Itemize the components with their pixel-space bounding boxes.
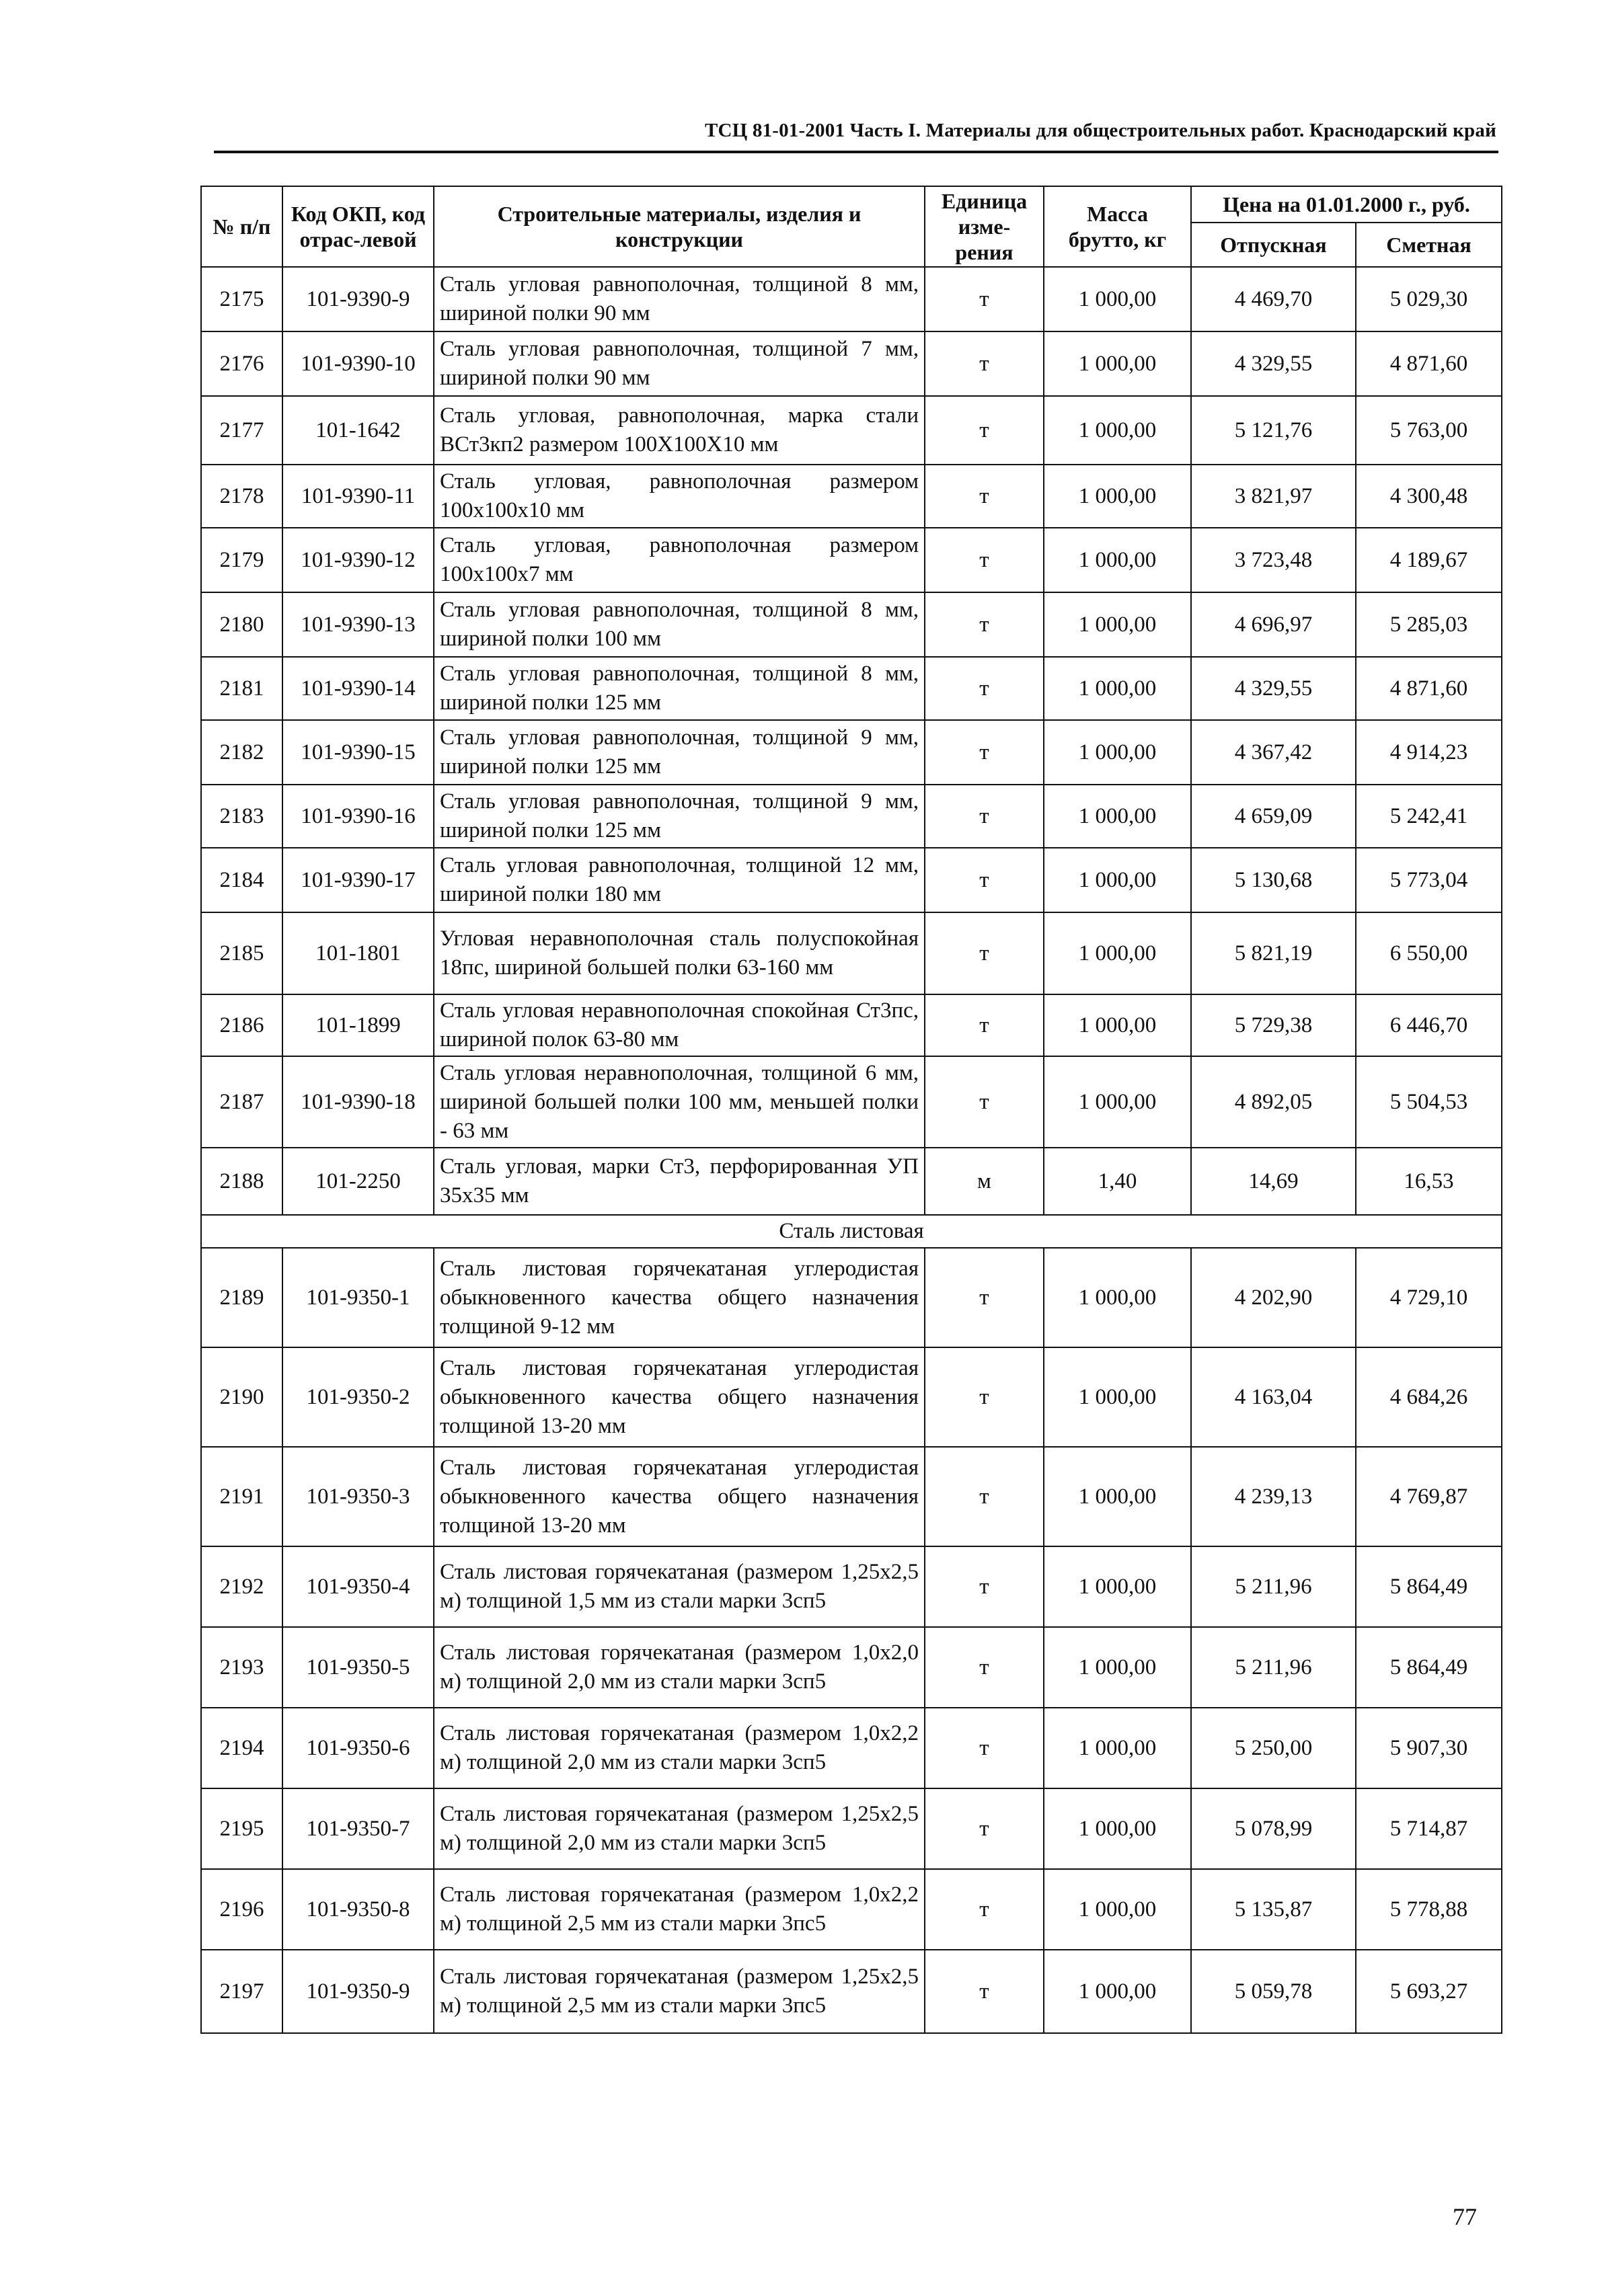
cell-estimate-price: 6 550,00: [1356, 912, 1502, 994]
cell-mass: 1 000,00: [1044, 528, 1191, 592]
cell-num: 2183: [201, 785, 282, 848]
cell-release-price: 5 729,38: [1191, 994, 1356, 1056]
cell-mass: 1 000,00: [1044, 592, 1191, 657]
cell-num: 2191: [201, 1447, 282, 1546]
cell-release-price: 5 211,96: [1191, 1546, 1356, 1627]
table-row: [201, 528, 1502, 592]
cell-num: 2193: [201, 1627, 282, 1708]
cell-desc: Сталь листовая горячекатаная углеродистая обыкновенного качества общего назначения толщиной 9-12 мм: [434, 1248, 925, 1347]
cell-unit: т: [925, 331, 1044, 396]
table-row: [201, 331, 1502, 396]
cell-code: 101-9390-14: [282, 657, 434, 720]
cell-estimate-price: 5 285,03: [1356, 592, 1502, 657]
cell-unit: т: [925, 267, 1044, 331]
cell-estimate-price: 5 693,27: [1356, 1950, 1502, 2033]
col-header-code: Код ОКП, код отрас-левой: [282, 186, 434, 267]
cell-code: 101-9350-2: [282, 1347, 434, 1447]
cell-num: 2188: [201, 1148, 282, 1215]
cell-unit: т: [925, 528, 1044, 592]
cell-unit: т: [925, 1546, 1044, 1627]
cell-code: 101-1899: [282, 994, 434, 1056]
cell-release-price: 4 469,70: [1191, 267, 1356, 331]
cell-code: 101-9350-8: [282, 1869, 434, 1950]
cell-estimate-price: 5 504,53: [1356, 1056, 1502, 1148]
col-header-desc: Строительные материалы, изделия и конструкции: [434, 186, 925, 267]
cell-desc: Сталь угловая равнополочная, толщиной 8 мм, шириной полки 125 мм: [434, 657, 925, 720]
col-header-unit: Единица изме-рения: [925, 186, 1044, 267]
table-row: [201, 592, 1502, 657]
section-title: Сталь листовая: [201, 1215, 1502, 1248]
cell-estimate-price: 5 864,49: [1356, 1627, 1502, 1708]
table-row: [201, 994, 1502, 1056]
cell-code: 101-1801: [282, 912, 434, 994]
running-header: ТСЦ 81-01-2001 Часть I. Материалы для общестроительных работ. Краснодарский край: [704, 120, 1496, 141]
cell-mass: 1 000,00: [1044, 912, 1191, 994]
cell-unit: т: [925, 592, 1044, 657]
cell-mass: 1 000,00: [1044, 720, 1191, 785]
cell-release-price: 4 367,42: [1191, 720, 1356, 785]
table-row: [201, 1248, 1502, 1347]
cell-code: 101-9350-5: [282, 1627, 434, 1708]
cell-mass: 1 000,00: [1044, 1447, 1191, 1546]
cell-num: 2175: [201, 267, 282, 331]
cell-release-price: 5 121,76: [1191, 396, 1356, 465]
cell-estimate-price: 5 907,30: [1356, 1708, 1502, 1788]
cell-unit: т: [925, 1627, 1044, 1708]
cell-release-price: 5 078,99: [1191, 1788, 1356, 1869]
cell-release-price: 4 239,13: [1191, 1447, 1356, 1546]
cell-desc: Сталь листовая горячекатаная (размером 1,25х2,5 м) толщиной 2,0 мм из стали марки 3сп5: [434, 1788, 925, 1869]
table-section-sheet-steel: [201, 1215, 1502, 1248]
cell-unit: т: [925, 657, 1044, 720]
cell-num: 2195: [201, 1788, 282, 1869]
table-row: [201, 1788, 1502, 1869]
cell-code: 101-9390-15: [282, 720, 434, 785]
col-header-estimate: Сметная: [1356, 223, 1502, 267]
cell-release-price: 4 892,05: [1191, 1056, 1356, 1148]
cell-num: 2181: [201, 657, 282, 720]
col-header-num: № п/п: [201, 186, 282, 267]
cell-unit: т: [925, 785, 1044, 848]
cell-release-price: 4 696,97: [1191, 592, 1356, 657]
cell-unit: т: [925, 994, 1044, 1056]
cell-desc: Сталь угловая равнополочная, толщиной 9 мм, шириной полки 125 мм: [434, 785, 925, 848]
cell-estimate-price: 4 769,87: [1356, 1447, 1502, 1546]
cell-estimate-price: 4 300,48: [1356, 465, 1502, 528]
cell-mass: 1 000,00: [1044, 1708, 1191, 1788]
cell-mass: 1 000,00: [1044, 1347, 1191, 1447]
cell-code: 101-9350-7: [282, 1788, 434, 1869]
cell-unit: т: [925, 1347, 1044, 1447]
cell-estimate-price: 4 189,67: [1356, 528, 1502, 592]
cell-mass: 1 000,00: [1044, 1869, 1191, 1950]
cell-code: 101-9350-6: [282, 1708, 434, 1788]
cell-mass: 1 000,00: [1044, 1950, 1191, 2033]
table-row: [201, 1347, 1502, 1447]
cell-estimate-price: 5 242,41: [1356, 785, 1502, 848]
cell-release-price: 5 130,68: [1191, 848, 1356, 912]
materials-price-table: [200, 186, 1502, 2034]
cell-mass: 1 000,00: [1044, 267, 1191, 331]
cell-unit: м: [925, 1148, 1044, 1215]
cell-desc: Сталь угловая, равнополочная размером 100х100х7 мм: [434, 528, 925, 592]
cell-release-price: 5 211,96: [1191, 1627, 1356, 1708]
cell-num: 2177: [201, 396, 282, 465]
cell-release-price: 4 163,04: [1191, 1347, 1356, 1447]
cell-num: 2185: [201, 912, 282, 994]
table-row: [201, 1869, 1502, 1950]
cell-unit: т: [925, 912, 1044, 994]
cell-desc: Сталь угловая, марки Ст3, перфорированная УП 35х35 мм: [434, 1148, 925, 1215]
cell-num: 2189: [201, 1248, 282, 1347]
cell-mass: 1 000,00: [1044, 785, 1191, 848]
cell-mass: 1,40: [1044, 1148, 1191, 1215]
cell-code: 101-9350-9: [282, 1950, 434, 2033]
cell-unit: т: [925, 396, 1044, 465]
cell-code: 101-9390-17: [282, 848, 434, 912]
cell-estimate-price: 4 914,23: [1356, 720, 1502, 785]
cell-unit: т: [925, 1869, 1044, 1950]
cell-code: 101-9390-12: [282, 528, 434, 592]
cell-desc: Сталь угловая, равнополочная, марка стали ВСт3кп2 размером 100Х100Х10 мм: [434, 396, 925, 465]
cell-num: 2184: [201, 848, 282, 912]
cell-desc: Сталь угловая равнополочная, толщиной 8 мм, шириной полки 90 мм: [434, 267, 925, 331]
cell-desc: Сталь угловая равнополочная, толщиной 7 мм, шириной полки 90 мм: [434, 331, 925, 396]
cell-mass: 1 000,00: [1044, 396, 1191, 465]
cell-num: 2180: [201, 592, 282, 657]
cell-code: 101-9390-13: [282, 592, 434, 657]
cell-estimate-price: 5 763,00: [1356, 396, 1502, 465]
cell-desc: Сталь листовая горячекатаная (размером 1,25х2,5 м) толщиной 2,5 мм из стали марки 3пс5: [434, 1950, 925, 2033]
cell-num: 2190: [201, 1347, 282, 1447]
cell-mass: 1 000,00: [1044, 1546, 1191, 1627]
cell-mass: 1 000,00: [1044, 994, 1191, 1056]
cell-unit: т: [925, 1950, 1044, 2033]
cell-code: 101-9350-3: [282, 1447, 434, 1546]
cell-num: 2182: [201, 720, 282, 785]
table-row: [201, 1627, 1502, 1708]
cell-release-price: 14,69: [1191, 1148, 1356, 1215]
cell-desc: Сталь угловая равнополочная, толщиной 9 мм, шириной полки 125 мм: [434, 720, 925, 785]
table-row: [201, 848, 1502, 912]
col-header-release: Отпускная: [1191, 223, 1356, 267]
cell-num: 2186: [201, 994, 282, 1056]
table-row: [201, 1056, 1502, 1148]
cell-mass: 1 000,00: [1044, 1788, 1191, 1869]
cell-code: 101-2250: [282, 1148, 434, 1215]
cell-estimate-price: 5 778,88: [1356, 1869, 1502, 1950]
cell-desc: Сталь угловая, равнополочная размером 100х100х10 мм: [434, 465, 925, 528]
cell-desc: Сталь листовая горячекатаная (размером 1,0х2,0 м) толщиной 2,0 мм из стали марки 3сп5: [434, 1627, 925, 1708]
cell-release-price: 5 821,19: [1191, 912, 1356, 994]
col-header-mass: Масса брутто, кг: [1044, 186, 1191, 267]
table-row: [201, 912, 1502, 994]
cell-num: 2176: [201, 331, 282, 396]
cell-release-price: 4 202,90: [1191, 1248, 1356, 1347]
cell-desc: Сталь угловая неравнополочная, толщиной 6 мм, шириной большей полки 100 мм, меньшей полки - 63 мм: [434, 1056, 925, 1148]
cell-mass: 1 000,00: [1044, 848, 1191, 912]
cell-desc: Сталь листовая горячекатаная (размером 1,25х2,5 м) толщиной 1,5 мм из стали марки 3сп5: [434, 1546, 925, 1627]
table-row: [201, 267, 1502, 331]
cell-release-price: 3 821,97: [1191, 465, 1356, 528]
cell-mass: 1 000,00: [1044, 1056, 1191, 1148]
cell-estimate-price: 4 871,60: [1356, 657, 1502, 720]
cell-desc: Сталь листовая горячекатаная (размером 1,0х2,2 м) толщиной 2,5 мм из стали марки 3пс5: [434, 1869, 925, 1950]
col-header-price-group: Цена на 01.01.2000 г., руб.: [1191, 186, 1502, 223]
cell-estimate-price: 4 684,26: [1356, 1347, 1502, 1447]
cell-desc: Сталь листовая горячекатаная углеродистая обыкновенного качества общего назначения толщиной 13-20 мм: [434, 1447, 925, 1546]
cell-unit: т: [925, 1788, 1044, 1869]
cell-unit: т: [925, 1056, 1044, 1148]
cell-unit: т: [925, 848, 1044, 912]
cell-unit: т: [925, 720, 1044, 785]
page-number: 77: [1453, 2203, 1477, 2230]
cell-release-price: 4 329,55: [1191, 657, 1356, 720]
cell-estimate-price: 4 729,10: [1356, 1248, 1502, 1347]
table-body-angle-steel: [201, 267, 1502, 1215]
cell-desc: Сталь угловая равнополочная, толщиной 12 мм, шириной полки 180 мм: [434, 848, 925, 912]
cell-code: 101-1642: [282, 396, 434, 465]
cell-mass: 1 000,00: [1044, 465, 1191, 528]
cell-desc: Сталь листовая горячекатаная углеродистая обыкновенного качества общего назначения толщиной 13-20 мм: [434, 1347, 925, 1447]
cell-num: 2197: [201, 1950, 282, 2033]
cell-num: 2178: [201, 465, 282, 528]
table-row: [201, 1546, 1502, 1627]
cell-mass: 1 000,00: [1044, 1627, 1191, 1708]
cell-num: 2196: [201, 1869, 282, 1950]
cell-unit: т: [925, 1248, 1044, 1347]
table-row: [201, 1148, 1502, 1215]
cell-desc: Сталь угловая равнополочная, толщиной 8 мм, шириной полки 100 мм: [434, 592, 925, 657]
table-row: [201, 1708, 1502, 1788]
table-row: [201, 657, 1502, 720]
cell-release-price: 5 135,87: [1191, 1869, 1356, 1950]
cell-estimate-price: 4 871,60: [1356, 331, 1502, 396]
cell-num: 2194: [201, 1708, 282, 1788]
cell-desc: Угловая неравнополочная сталь полуспокойная 18пс, шириной большей полки 63-160 мм: [434, 912, 925, 994]
cell-desc: Сталь листовая горячекатаная (размером 1,0х2,2 м) толщиной 2,0 мм из стали марки 3сп5: [434, 1708, 925, 1788]
cell-code: 101-9350-4: [282, 1546, 434, 1627]
cell-release-price: 4 329,55: [1191, 331, 1356, 396]
table-body-sheet-steel: [201, 1248, 1502, 2033]
cell-code: 101-9350-1: [282, 1248, 434, 1347]
table-row: [201, 396, 1502, 465]
cell-unit: т: [925, 465, 1044, 528]
cell-code: 101-9390-9: [282, 267, 434, 331]
header-rule: [214, 151, 1498, 153]
cell-estimate-price: 5 714,87: [1356, 1788, 1502, 1869]
table-row: [201, 1447, 1502, 1546]
cell-desc: Сталь угловая неравнополочная спокойная Ст3пс, шириной полок 63-80 мм: [434, 994, 925, 1056]
cell-release-price: 5 250,00: [1191, 1708, 1356, 1788]
cell-unit: т: [925, 1708, 1044, 1788]
cell-mass: 1 000,00: [1044, 1248, 1191, 1347]
cell-release-price: 3 723,48: [1191, 528, 1356, 592]
cell-num: 2192: [201, 1546, 282, 1627]
cell-num: 2187: [201, 1056, 282, 1148]
table-row: [201, 1950, 1502, 2033]
cell-release-price: 5 059,78: [1191, 1950, 1356, 2033]
cell-code: 101-9390-18: [282, 1056, 434, 1148]
cell-estimate-price: 5 773,04: [1356, 848, 1502, 912]
cell-estimate-price: 5 029,30: [1356, 267, 1502, 331]
table-row: [201, 720, 1502, 785]
cell-code: 101-9390-10: [282, 331, 434, 396]
cell-mass: 1 000,00: [1044, 657, 1191, 720]
cell-estimate-price: 5 864,49: [1356, 1546, 1502, 1627]
table-row: [201, 465, 1502, 528]
cell-estimate-price: 16,53: [1356, 1148, 1502, 1215]
cell-mass: 1 000,00: [1044, 331, 1191, 396]
cell-estimate-price: 6 446,70: [1356, 994, 1502, 1056]
cell-code: 101-9390-16: [282, 785, 434, 848]
cell-release-price: 4 659,09: [1191, 785, 1356, 848]
cell-unit: т: [925, 1447, 1044, 1546]
table-row: [201, 785, 1502, 848]
cell-code: 101-9390-11: [282, 465, 434, 528]
cell-num: 2179: [201, 528, 282, 592]
